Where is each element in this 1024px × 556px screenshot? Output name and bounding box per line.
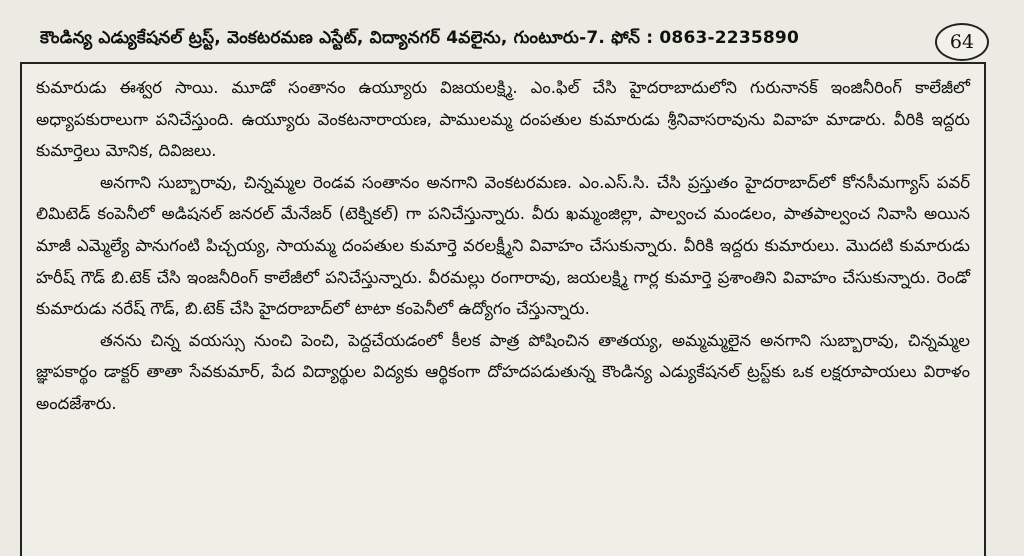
page-number: 64 [935,23,989,61]
paragraph-1: కుమారుడు ఈశ్వర సాయి. మూడో సంతానం ఉయ్యూరు విజయలక్ష్మి. ఎం.ఫిల్ చేసి హైదరాబాదులోని గురునానక్ ఇంజినీరింగ్ కాలేజీలో అధ్యాపకురాలుగా పనిచేస్తుంది. ఉయ్యూరు వెంకటనారాయణ, పాములమ్మ దంపతుల కుమారుడు శ్రీనివాసరావును వివాహ మాడారు. వీరికి ఇద్దరు కుమార్తెలు మోనిక, దివిజలు. [36,78,970,161]
running-header: కౌండిన్య ఎడ్యుకేషనల్ ట్రస్ట్, వెంకటరమణ ఎస్టేట్, విద్యానగర్ 4వలైను, గుంటూరు-7. ఫోన్ : 0863-2235890 [40,28,799,48]
text-frame [20,62,986,556]
paragraph-2: అనగాని సుబ్బారావు, చిన్నమ్మల రెండవ సంతానం అనగాని వెంకటరమణ. ఎం.ఎస్.సి. చేసి ప్రస్తుతం హైదరాబాద్‌లో కోనసీమగ్యాస్ పవర్ లిమిటెడ్ కంపెనీలో అడిషనల్ జనరల్ మేనేజర్ (టెక్నికల్) గా పనిచేస్తున్నారు. వీరు ఖమ్మంజిల్లా, పాల్వంచ మండలం, పాతపాల్వంచ నివాసి అయిన మాజీ ఎమ్మెల్యే పానుగంటి పిచ్చయ్య, సాయమ్మ దంపతుల కుమార్తె వరలక్ష్మీని వివాహం చేసుకున్నారు. వీరికి ఇద్దరు కుమారులు. మొదటి కుమారుడు హరీష్ గౌడ్ బి.టెక్ చేసి ఇంజనీరింగ్ కాలేజీలో పనిచేస్తున్నారు. వీరమల్లు రంగారావు, జయలక్ష్మి గార్ల కుమార్తె ప్రశాంతిని వివాహం చేసుకున్నారు. రెండో కుమారుడు నరేష్ గౌడ్, బి.టెక్ చేసి హైదరాబాద్‌లో టాటా కంపెనీలో ఉద్యోగం చేస్తున్నారు. [36,172,970,319]
paragraph-3: తనను చిన్న వయస్సు నుంచి పెంచి, పెద్దచేయడంలో కీలక పాత్ర పోషించిన తాతయ్య, అమ్మమ్మలైన అనగాని సుబ్బారావు, చిన్నమ్మల జ్ఞాపకార్థం డాక్టర్ తాతా సేవకుమార్, పేద విద్యార్థుల విద్యకు ఆర్థికంగా దోహదపడుతున్న కౌండిన్య ఎడ్యుకేషనల్ ట్రస్ట్‌కు ఒక లక్షరూపాయలు విరాళం అందజేశారు. [36,330,970,413]
